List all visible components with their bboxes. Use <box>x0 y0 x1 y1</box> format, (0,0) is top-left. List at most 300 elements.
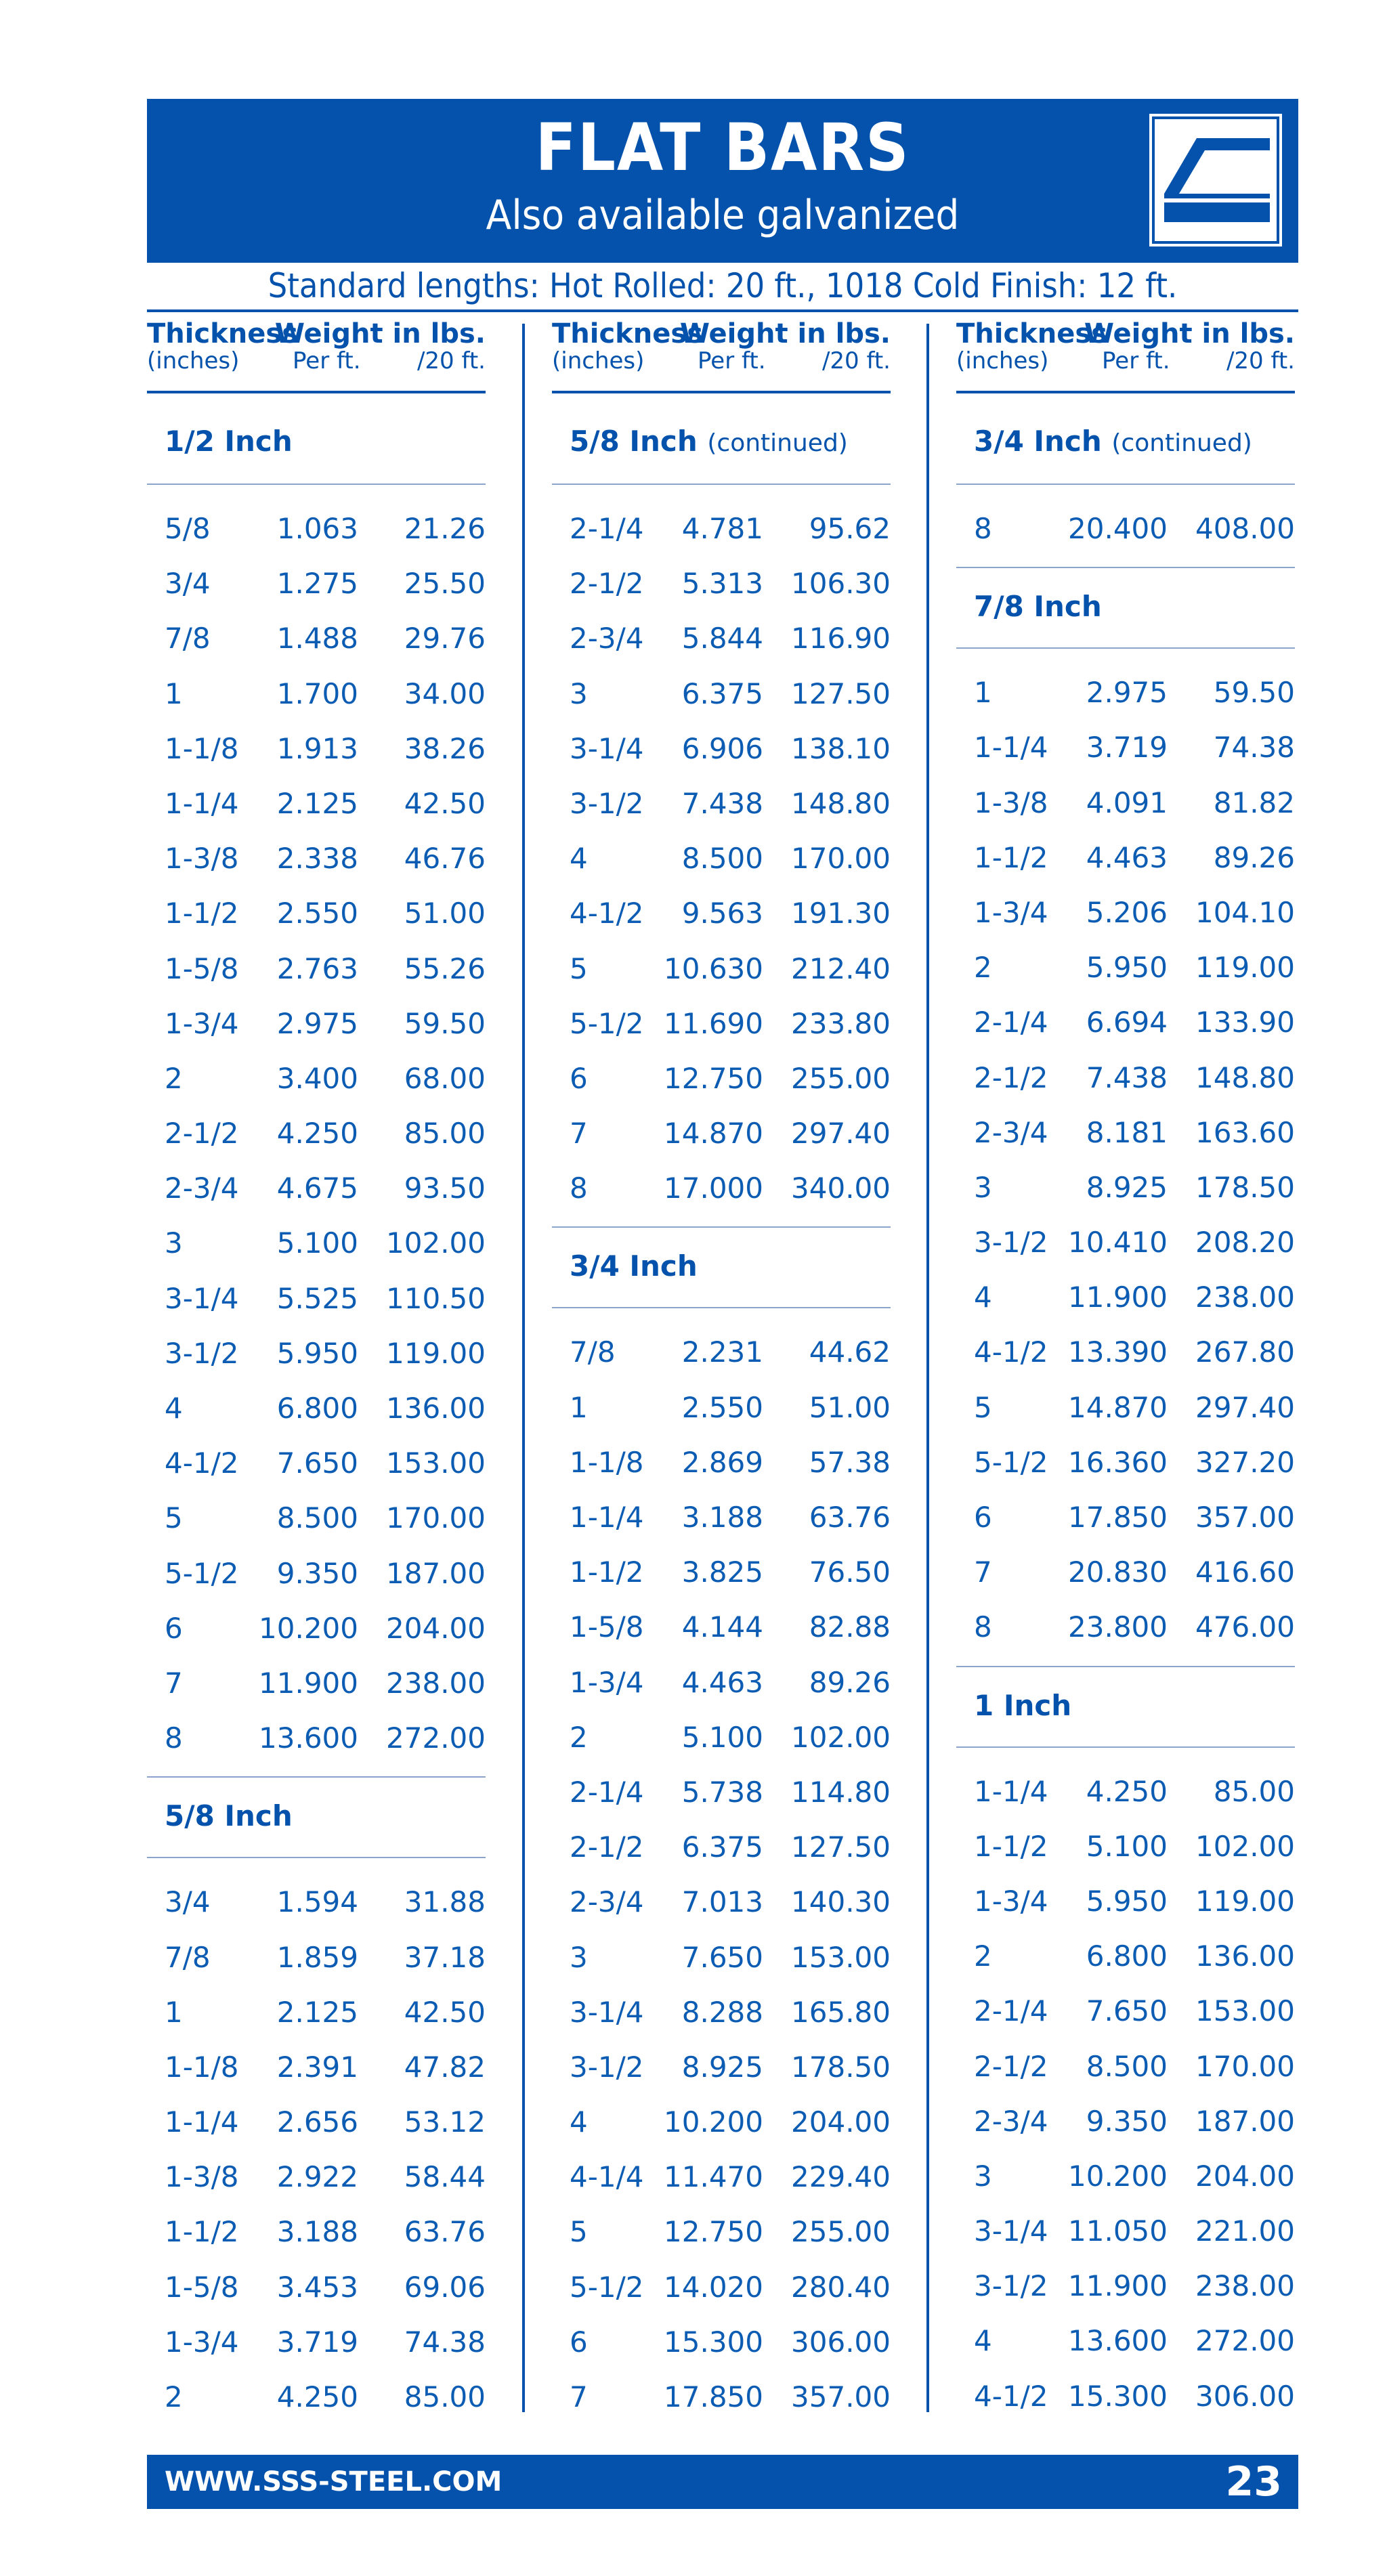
weight-per-20ft-cell: 53.12 <box>404 2105 486 2139</box>
weight-per-ft-cell: 8.500 <box>276 1501 358 1535</box>
table-row <box>552 666 891 721</box>
weight-per-20ft-cell: 63.76 <box>404 2215 486 2249</box>
flat-bar-icon <box>1149 114 1282 246</box>
table-row <box>147 1051 486 1106</box>
table-row <box>552 1985 891 2040</box>
section-title <box>165 425 293 458</box>
thickness-cell: 3-1/2 <box>570 2050 644 2084</box>
weight-per-ft-cell: 15.300 <box>1068 2379 1168 2413</box>
weight-per-ft-cell: 2.125 <box>276 1995 358 2029</box>
thickness-cell: 2-1/4 <box>974 1994 1048 2028</box>
weight-per-ft-cell: 6.800 <box>1086 1939 1168 1973</box>
thickness-cell: 2-1/4 <box>570 512 644 545</box>
weight-per-20ft-cell: 267.80 <box>1195 1335 1295 1369</box>
weight-per-ft-cell: 2.125 <box>276 786 358 820</box>
section-title <box>974 1689 1071 1723</box>
weight-per-ft-cell: 4.463 <box>681 1665 763 1699</box>
weight-per-20ft-cell: 476.00 <box>1195 1610 1295 1644</box>
weight-per-ft-cell: 7.013 <box>681 1885 763 1919</box>
weight-per-ft-cell: 5.950 <box>276 1336 358 1370</box>
weight-per-20ft-cell: 187.00 <box>1195 2104 1295 2138</box>
table-row <box>956 2258 1295 2313</box>
section-header <box>552 1226 891 1308</box>
weight-per-ft-cell: 4.463 <box>1086 840 1168 874</box>
thickness-cell: 2 <box>974 951 992 985</box>
weight-per-20ft-cell: 148.80 <box>791 786 891 820</box>
table-row <box>956 885 1295 940</box>
table-row <box>147 2040 486 2095</box>
thickness-cell: 1-1/8 <box>165 2050 239 2084</box>
standard-lengths-note: Standard lengths: Hot Rolled: 20 ft., 1018 Cold Finish: 12 ft. <box>268 266 1178 305</box>
weight-per-20ft-cell: 153.00 <box>386 1446 486 1480</box>
table-row <box>147 1656 486 1711</box>
weight-per-ft-cell: 5.206 <box>1086 895 1168 929</box>
weight-per-20ft-cell: 58.44 <box>404 2160 486 2194</box>
weight-per-ft-cell: 6.906 <box>681 731 763 765</box>
table-row <box>147 611 486 666</box>
weight-per-20ft-cell: 51.00 <box>404 897 486 930</box>
table-row <box>147 666 486 721</box>
table-row <box>552 1765 891 1820</box>
thickness-cell: 1-3/4 <box>974 895 1048 929</box>
thickness-cell: 3-1/4 <box>165 1281 239 1315</box>
thickness-cell: 3-1/4 <box>570 1995 644 2029</box>
weight-per-20ft-cell: 238.00 <box>386 1666 486 1700</box>
weight-per-20ft-cell: 238.00 <box>1195 1281 1295 1314</box>
thickness-cell: 1-1/4 <box>570 1501 644 1534</box>
weight-per-20ft-cell: 102.00 <box>1195 1829 1295 1863</box>
thickness-cell: 1-5/8 <box>165 2270 239 2304</box>
thickness-cell: 5-1/2 <box>974 1445 1048 1479</box>
thickness-cell: 1 <box>165 1995 183 2029</box>
thickness-cell: 2 <box>570 1720 588 1754</box>
weight-per-20ft-cell: 57.38 <box>809 1445 891 1479</box>
thickness-cell: 1-1/2 <box>165 2215 239 2249</box>
weight-per-20ft-cell: 42.50 <box>404 1995 486 2029</box>
weight-per-ft-cell: 10.200 <box>1068 2159 1168 2193</box>
thickness-cell: 6 <box>165 1611 183 1645</box>
thickness-cell: 1-1/2 <box>974 1829 1048 1863</box>
table-row <box>552 886 891 941</box>
weight-per-ft-cell: 5.100 <box>276 1226 358 1260</box>
weight-per-20ft-cell: 102.00 <box>791 1720 891 1754</box>
weight-per-20ft-cell: 272.00 <box>386 1721 486 1755</box>
weight-per-ft-cell: 3.453 <box>276 2270 358 2304</box>
thickness-cell: 8 <box>974 1610 992 1644</box>
table-row <box>956 2313 1295 2368</box>
weight-per-20ft-cell: 51.00 <box>809 1390 891 1424</box>
table-row <box>956 2369 1295 2424</box>
weight-per-20ft-cell: 34.00 <box>404 677 486 710</box>
weight-per-ft-cell: 10.410 <box>1068 1226 1168 1260</box>
weight-per-ft-cell: 6.375 <box>681 1830 763 1864</box>
weight-per-ft-cell: 7.438 <box>1086 1060 1168 1094</box>
section-title <box>570 1249 698 1283</box>
thickness-cell: 3 <box>165 1226 183 1260</box>
weight-per-ft-cell: 5.313 <box>681 567 763 601</box>
continued-label: (continued) <box>1111 429 1252 457</box>
divider <box>552 391 891 393</box>
weight-per-20ft-cell: 357.00 <box>791 2380 891 2413</box>
weight-per-ft-cell: 2.550 <box>276 897 358 930</box>
weight-per-ft-cell: 5.525 <box>276 1281 358 1315</box>
table-row <box>552 2149 891 2204</box>
weight-per-20ft-cell: 306.00 <box>1195 2379 1295 2413</box>
section-title-text: 1 Inch <box>974 1688 1072 1722</box>
thickness-cell: 1-3/8 <box>165 842 239 876</box>
weight-per-ft-cell: 4.675 <box>276 1172 358 1205</box>
weight-per-ft-cell: 2.656 <box>276 2105 358 2139</box>
per-20ft-header: /20 ft. <box>417 347 486 374</box>
table-row <box>956 1105 1295 1160</box>
table-row <box>147 1601 486 1656</box>
weight-per-20ft-cell: 170.00 <box>791 842 891 876</box>
thickness-cell: 8 <box>974 512 992 545</box>
weight-per-ft-cell: 12.750 <box>664 2215 763 2249</box>
weight-header: Weight in lbs. <box>1084 318 1295 349</box>
weight-per-20ft-cell: 127.50 <box>791 1830 891 1864</box>
weight-per-ft-cell: 8.500 <box>1086 2049 1168 2083</box>
table-row <box>956 501 1295 556</box>
thickness-cell: 2 <box>165 2380 183 2413</box>
weight-per-20ft-cell: 21.26 <box>404 512 486 545</box>
column-header <box>956 315 1295 396</box>
thickness-cell: 1-1/4 <box>974 1774 1048 1808</box>
weight-per-ft-cell: 5.950 <box>1086 1884 1168 1918</box>
table-row <box>956 2204 1295 2258</box>
weight-per-20ft-cell: 85.00 <box>1213 1774 1295 1808</box>
weight-per-20ft-cell: 81.82 <box>1213 786 1295 819</box>
section-title <box>570 425 848 460</box>
thickness-cell: 7/8 <box>165 622 211 656</box>
table-row <box>956 1435 1295 1490</box>
weight-per-ft-cell: 1.913 <box>276 731 358 765</box>
weight-per-ft-cell: 2.975 <box>1086 676 1168 710</box>
thickness-cell: 7/8 <box>165 1940 211 1974</box>
table-row <box>147 1161 486 1216</box>
table-row <box>552 1710 891 1765</box>
table-row <box>552 1325 891 1379</box>
per-ft-header: Per ft. <box>698 347 766 374</box>
table-row <box>552 556 891 611</box>
divider <box>147 309 1298 312</box>
weight-per-ft-cell: 2.231 <box>681 1335 763 1369</box>
weight-per-20ft-cell: 106.30 <box>791 567 891 601</box>
table-row <box>552 1545 891 1600</box>
weight-per-ft-cell: 1.700 <box>276 677 358 710</box>
weight-per-ft-cell: 11.690 <box>664 1006 763 1040</box>
weight-per-20ft-cell: 25.50 <box>404 567 486 601</box>
table-row <box>552 2204 891 2259</box>
table-row <box>956 665 1295 720</box>
weight-per-20ft-cell: 255.00 <box>791 1061 891 1095</box>
weight-per-20ft-cell: 59.50 <box>404 1006 486 1040</box>
table-row <box>147 831 486 886</box>
weight-per-ft-cell: 17.850 <box>1068 1501 1168 1534</box>
weight-per-ft-cell: 1.488 <box>276 622 358 656</box>
weight-header: Weight in lbs. <box>679 318 891 349</box>
inches-unit-label: (inches) <box>147 347 240 374</box>
table-body <box>956 403 1295 2424</box>
thickness-header: Thickness <box>147 318 299 349</box>
weight-per-ft-cell: 9.563 <box>681 897 763 930</box>
section-header <box>147 1776 486 1858</box>
weight-per-ft-cell: 13.390 <box>1068 1335 1168 1369</box>
section-title-text: 7/8 Inch <box>974 590 1102 624</box>
thickness-cell: 1-1/8 <box>165 731 239 765</box>
table-row <box>956 1600 1295 1654</box>
weight-per-20ft-cell: 85.00 <box>404 2380 486 2413</box>
table-row <box>552 2095 891 2149</box>
section-title-text: 3/4 Inch <box>570 1249 698 1283</box>
weight-per-20ft-cell: 306.00 <box>791 2325 891 2359</box>
table-row <box>552 1106 891 1161</box>
weight-per-ft-cell: 3.719 <box>276 2325 358 2359</box>
section-title <box>974 590 1102 624</box>
weight-per-20ft-cell: 187.00 <box>386 1556 486 1590</box>
table-row <box>147 1711 486 1765</box>
table-row <box>552 1930 891 1985</box>
weight-per-ft-cell: 3.825 <box>681 1555 763 1589</box>
website-link[interactable]: WWW.SSS-STEEL.COM <box>165 2466 503 2497</box>
weight-per-20ft-cell: 37.18 <box>404 1940 486 1974</box>
thickness-cell: 5-1/2 <box>165 1556 239 1590</box>
weight-per-ft-cell: 11.470 <box>664 2160 763 2194</box>
thickness-cell: 1-5/8 <box>570 1610 644 1644</box>
weight-per-20ft-cell: 297.40 <box>791 1117 891 1151</box>
thickness-cell: 3-1/2 <box>165 1336 239 1370</box>
weight-per-ft-cell: 7.650 <box>681 1940 763 1974</box>
table-row <box>552 2315 891 2369</box>
section-header <box>956 403 1295 485</box>
page-footer <box>147 2455 1298 2509</box>
thickness-cell: 5-1/2 <box>570 1006 644 1040</box>
table-row <box>147 556 486 611</box>
thickness-cell: 3-1/4 <box>974 2214 1048 2248</box>
table-row <box>147 2149 486 2204</box>
thickness-cell: 5 <box>974 1390 992 1424</box>
weight-per-20ft-cell: 416.60 <box>1195 1555 1295 1589</box>
weight-per-20ft-cell: 327.20 <box>1195 1445 1295 1479</box>
weight-per-ft-cell: 6.800 <box>276 1392 358 1425</box>
thickness-cell: 5 <box>165 1501 183 1535</box>
weight-per-ft-cell: 11.900 <box>1068 1281 1168 1314</box>
weight-per-20ft-cell: 42.50 <box>404 786 486 820</box>
section-title-text: 1/2 Inch <box>165 425 293 458</box>
weight-per-ft-cell: 9.350 <box>1086 2104 1168 2138</box>
thickness-cell: 2-1/2 <box>570 1830 644 1864</box>
thickness-cell: 2 <box>974 1939 992 1973</box>
table-row <box>956 1490 1295 1545</box>
table-row <box>956 720 1295 775</box>
thickness-cell: 2-1/2 <box>974 1060 1048 1094</box>
thickness-cell: 1 <box>974 676 992 710</box>
thickness-cell: 4-1/2 <box>974 1335 1048 1369</box>
weight-per-ft-cell: 3.400 <box>276 1061 358 1095</box>
per-20ft-header: /20 ft. <box>1226 347 1295 374</box>
weight-per-20ft-cell: 85.00 <box>404 1117 486 1151</box>
weight-per-ft-cell: 5.844 <box>681 622 763 656</box>
table-row <box>552 2040 891 2095</box>
thickness-cell: 1-1/4 <box>165 2105 239 2139</box>
thickness-cell: 2-3/4 <box>570 622 644 656</box>
thickness-cell: 1-3/8 <box>165 2160 239 2194</box>
table-row <box>956 775 1295 830</box>
thickness-cell: 7 <box>570 2380 588 2413</box>
thickness-header: Thickness <box>552 318 704 349</box>
per-ft-header: Per ft. <box>1102 347 1170 374</box>
table-row <box>552 721 891 776</box>
inches-unit-label: (inches) <box>552 347 645 374</box>
section-header <box>956 567 1295 649</box>
weight-per-20ft-cell: 408.00 <box>1195 512 1295 545</box>
thickness-cell: 7 <box>570 1117 588 1151</box>
table-row <box>552 1435 891 1490</box>
weight-per-20ft-cell: 148.80 <box>1195 1060 1295 1094</box>
table-row <box>552 1655 891 1710</box>
weight-per-20ft-cell: 221.00 <box>1195 2214 1295 2248</box>
weight-per-ft-cell: 13.600 <box>1068 2324 1168 2358</box>
weight-per-20ft-cell: 63.76 <box>809 1501 891 1534</box>
section-header <box>956 1666 1295 1748</box>
table-row <box>552 831 891 886</box>
weight-per-20ft-cell: 178.50 <box>791 2050 891 2084</box>
table-row <box>552 1820 891 1874</box>
weight-per-ft-cell: 15.300 <box>664 2325 763 2359</box>
per-20ft-header: /20 ft. <box>821 347 891 374</box>
table-row <box>552 1490 891 1545</box>
table-column-2 <box>552 315 891 2516</box>
table-row <box>956 2094 1295 2149</box>
weight-per-20ft-cell: 76.50 <box>809 1555 891 1589</box>
thickness-cell: 2 <box>165 1061 183 1095</box>
thickness-cell: 7 <box>974 1555 992 1589</box>
table-row <box>552 1874 891 1929</box>
weight-per-ft-cell: 17.850 <box>664 2380 763 2413</box>
weight-per-20ft-cell: 89.26 <box>809 1665 891 1699</box>
table-body <box>552 403 891 2424</box>
weight-per-20ft-cell: 29.76 <box>404 622 486 656</box>
weight-per-ft-cell: 13.600 <box>259 1721 358 1755</box>
weight-per-ft-cell: 5.100 <box>681 1720 763 1754</box>
weight-per-20ft-cell: 74.38 <box>404 2325 486 2359</box>
weight-per-ft-cell: 7.650 <box>276 1446 358 1480</box>
weight-per-ft-cell: 8.925 <box>681 2050 763 2084</box>
weight-per-20ft-cell: 153.00 <box>1195 1994 1295 2028</box>
weight-per-ft-cell: 4.781 <box>681 512 763 545</box>
weight-per-ft-cell: 4.091 <box>1086 786 1168 819</box>
weight-per-ft-cell: 5.100 <box>1086 1829 1168 1863</box>
weight-per-20ft-cell: 208.20 <box>1195 1226 1295 1260</box>
table-row <box>147 1271 486 1326</box>
weight-per-20ft-cell: 104.10 <box>1195 895 1295 929</box>
weight-per-20ft-cell: 204.00 <box>1195 2159 1295 2193</box>
table-row <box>147 2095 486 2149</box>
weight-per-ft-cell: 7.438 <box>681 786 763 820</box>
thickness-cell: 4 <box>165 1392 183 1425</box>
section-title-text: 5/8 Inch <box>570 425 698 458</box>
page-header <box>147 99 1298 263</box>
table-row <box>147 501 486 556</box>
divider <box>147 391 486 393</box>
weight-per-20ft-cell: 233.80 <box>791 1006 891 1040</box>
table-column-3 <box>956 315 1295 2516</box>
table-row <box>956 1764 1295 1819</box>
section-title <box>165 1799 293 1833</box>
section-header <box>147 403 486 485</box>
weight-per-ft-cell: 2.922 <box>276 2160 358 2194</box>
column-divider <box>522 324 525 2412</box>
table-row <box>147 1490 486 1545</box>
weight-per-20ft-cell: 44.62 <box>809 1335 891 1369</box>
thickness-cell: 3/4 <box>165 1885 211 1919</box>
weight-per-ft-cell: 2.550 <box>681 1390 763 1424</box>
weight-per-20ft-cell: 136.00 <box>386 1392 486 1425</box>
thickness-cell: 5 <box>570 2215 588 2249</box>
thickness-cell: 8 <box>570 1172 588 1205</box>
weight-per-ft-cell: 8.181 <box>1086 1115 1168 1149</box>
weight-per-20ft-cell: 114.80 <box>791 1775 891 1809</box>
thickness-cell: 4-1/2 <box>974 2379 1048 2413</box>
weight-per-ft-cell: 1.594 <box>276 1885 358 1919</box>
table-row <box>956 830 1295 885</box>
weight-per-ft-cell: 6.375 <box>681 677 763 710</box>
weight-per-20ft-cell: 297.40 <box>1195 1390 1295 1424</box>
thickness-cell: 1-1/4 <box>165 786 239 820</box>
weight-per-20ft-cell: 31.88 <box>404 1885 486 1919</box>
thickness-cell: 2-3/4 <box>570 1885 644 1919</box>
table-row <box>147 1436 486 1490</box>
weight-per-20ft-cell: 127.50 <box>791 677 891 710</box>
weight-per-20ft-cell: 102.00 <box>386 1226 486 1260</box>
thickness-cell: 4 <box>570 2105 588 2139</box>
weight-per-ft-cell: 10.200 <box>259 1611 358 1645</box>
weight-per-20ft-cell: 55.26 <box>404 951 486 985</box>
table-row <box>956 1819 1295 1874</box>
column-header <box>147 315 486 396</box>
thickness-cell: 3-1/2 <box>570 786 644 820</box>
thickness-cell: 1-1/2 <box>165 897 239 930</box>
weight-per-20ft-cell: 46.76 <box>404 842 486 876</box>
thickness-cell: 3 <box>974 2159 992 2193</box>
weight-per-20ft-cell: 191.30 <box>791 897 891 930</box>
thickness-cell: 1-3/8 <box>974 786 1048 819</box>
thickness-cell: 1 <box>165 677 183 710</box>
table-row <box>956 1929 1295 1983</box>
weight-per-ft-cell: 17.000 <box>664 1172 763 1205</box>
table-row <box>956 2149 1295 2204</box>
weight-per-ft-cell: 1.859 <box>276 1940 358 1974</box>
table-row <box>956 1874 1295 1929</box>
weight-per-ft-cell: 2.338 <box>276 842 358 876</box>
weight-per-20ft-cell: 133.90 <box>1195 1006 1295 1039</box>
weight-per-20ft-cell: 89.26 <box>1213 840 1295 874</box>
table-row <box>552 1161 891 1216</box>
thickness-cell: 4 <box>974 2324 992 2358</box>
weight-per-ft-cell: 23.800 <box>1068 1610 1168 1644</box>
thickness-cell: 4-1/2 <box>570 897 644 930</box>
thickness-cell: 1-3/4 <box>570 1665 644 1699</box>
weight-per-ft-cell: 5.738 <box>681 1775 763 1809</box>
thickness-cell: 2-1/2 <box>974 2049 1048 2083</box>
table-row <box>147 996 486 1051</box>
thickness-cell: 4 <box>570 842 588 876</box>
weight-per-20ft-cell: 119.00 <box>1195 1884 1295 1918</box>
table-row <box>956 1545 1295 1600</box>
thickness-cell: 1-3/4 <box>974 1884 1048 1918</box>
table-row <box>147 2369 486 2424</box>
weight-per-20ft-cell: 69.06 <box>404 2270 486 2304</box>
